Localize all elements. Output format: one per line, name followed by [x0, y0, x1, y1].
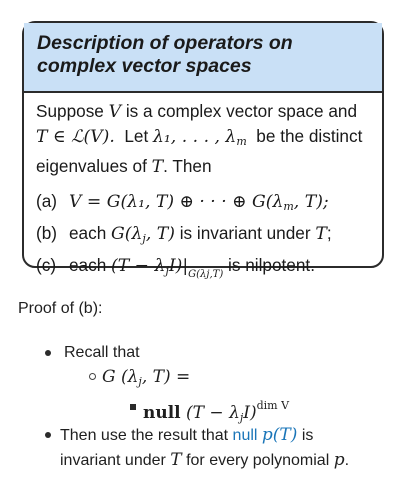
bullet-dot-icon	[45, 432, 51, 438]
proof-title: Proof of (b):	[18, 300, 103, 317]
proof-subsub-bullet: null $(T - \lambda_jI)^{dim V}$	[143, 399, 290, 424]
theorem-title: Description of operators on complex vector spaces	[37, 32, 293, 77]
theorem-box	[22, 21, 384, 280]
bullet-dot-icon	[45, 350, 51, 356]
theorem-items	[36, 186, 372, 282]
polynomial-link[interactable]: p(T)	[261, 425, 298, 445]
theorem-item-b: (b) each $G(\lambda_j$, T) is invariant under T;	[36, 223, 332, 245]
proof-bullet-1: Recall that	[64, 344, 140, 361]
proof-sub-bullet: G ($\lambda_j$, T) =	[102, 367, 191, 388]
proof-bullet-2-line1: Then use the result that null p(T) is	[60, 425, 314, 445]
proof-bullet-2-line2: invariant under T for every polynomial p.	[60, 450, 350, 470]
theorem-header	[24, 23, 382, 93]
theorem-body	[24, 93, 382, 282]
null-link[interactable]: null	[232, 427, 258, 444]
bullet-square-icon	[130, 404, 136, 410]
theorem-item-a: (a) V = G(λ₁, T) ⊕ · · · ⊕ $G(\lambda_m$, T);	[36, 191, 329, 213]
theorem-intro: Suppose V is a complex vector space and T ∈ ℒ(V). Let λ₁, . . . , $\lambda_m$ be the distinct eigenvalues of T. Then	[36, 101, 363, 177]
bullet-circle-icon	[89, 373, 96, 380]
theorem-item-c: (c) each $(T - \lambda_jI)|_{G(\lambda j,T)}$ is nilpotent.	[36, 255, 315, 280]
